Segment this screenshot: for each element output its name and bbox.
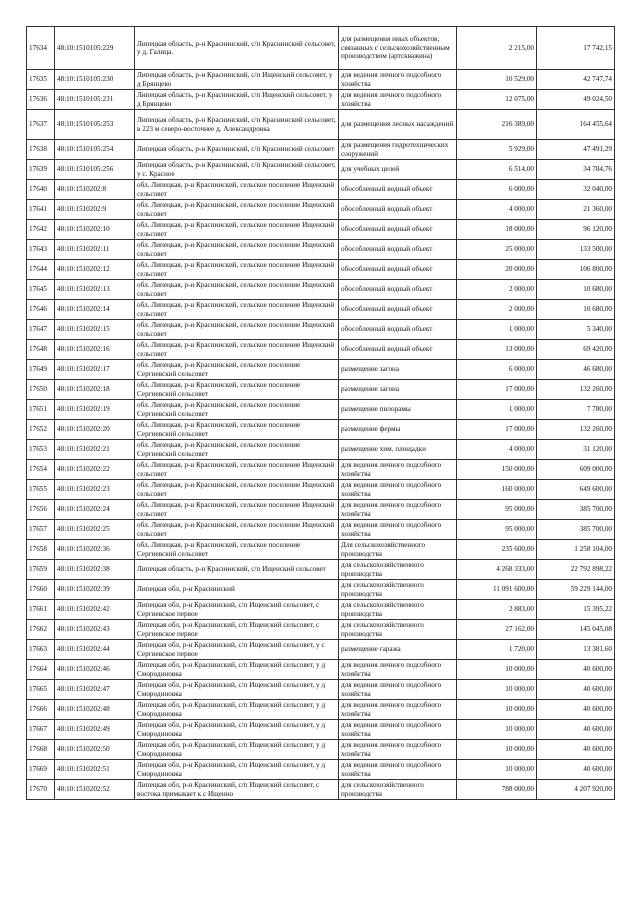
cost-cell: 106 800,00 (537, 260, 615, 280)
cost-cell: 40 600,00 (537, 740, 615, 760)
cadastral-number: 48:10:1510105:256 (55, 160, 135, 180)
row-number: 17647 (27, 320, 55, 340)
table-row (27, 700, 615, 720)
area-cell: 10 000,00 (457, 720, 537, 740)
address-cell: обл. Липецкая, р-н Краснинский, сельское поселение Ищенский сельсовет (135, 260, 339, 280)
land-use-cell: для ведения личного подсобного хозяйства (339, 760, 457, 780)
cadastral-number: 48:10:1510202:24 (55, 500, 135, 520)
land-use-cell: обособленный водный объект (339, 300, 457, 320)
document-page (26, 26, 614, 800)
area-cell: 20 000,00 (457, 260, 537, 280)
table-row (27, 280, 615, 300)
cadastral-number: 48:10:1510202:46 (55, 660, 135, 680)
cost-cell: 31 120,00 (537, 440, 615, 460)
row-number: 17643 (27, 240, 55, 260)
row-number: 17639 (27, 160, 55, 180)
cadastral-number: 48:10:1510202:23 (55, 480, 135, 500)
cadastral-number: 48:10:1510105:229 (55, 27, 135, 70)
area-cell: 10 000,00 (457, 700, 537, 720)
address-cell: Липецкая область, р-н Краснинский, с/п Краснинский сельсовет, у с. Красное (135, 160, 339, 180)
cadastral-number: 48:10:1510202:50 (55, 740, 135, 760)
address-cell: Липецкая область, р-н Краснинский, с/п Краснинский сельсовет, в 223 м северо-восточнее д. Александровка (135, 110, 339, 140)
row-number: 17663 (27, 640, 55, 660)
cost-cell: 22 792 898,22 (537, 560, 615, 580)
address-cell: Липецкая обл, р-н Краснинский, с/п Ищенский сельсовет, с Сергиевское первое (135, 600, 339, 620)
cadastral-number: 48:10:1510202:14 (55, 300, 135, 320)
cost-cell: 42 747,74 (537, 70, 615, 90)
cost-cell: 132 260,00 (537, 380, 615, 400)
cost-cell: 385 700,00 (537, 500, 615, 520)
cadastral-number: 48:10:1510202:9 (55, 200, 135, 220)
cadastral-number: 48:10:1510202:43 (55, 620, 135, 640)
land-use-cell: для ведения личного подсобного хозяйства (339, 480, 457, 500)
area-cell: 4 000,00 (457, 440, 537, 460)
land-use-cell: для размещения иных объектов, связанных с сельскохозяйственным производством (артскважина) (339, 27, 457, 70)
cadastral-number: 48:10:1510202:49 (55, 720, 135, 740)
table-row (27, 720, 615, 740)
cadastral-number: 48:10:1510202:44 (55, 640, 135, 660)
cadastral-number: 48:10:1510202:17 (55, 360, 135, 380)
row-number: 17648 (27, 340, 55, 360)
address-cell: обл. Липецкая, р-н Краснинский, сельское поселение Ищенский сельсовет (135, 300, 339, 320)
address-cell: Липецкая область, р-н Краснинский, с/п Ищенский сельсовет, у д Брянцево (135, 70, 339, 90)
area-cell: 18 000,00 (457, 220, 537, 240)
address-cell: обл. Липецкая, р-н Краснинский, сельское поселение Ищенский сельсовет (135, 500, 339, 520)
land-use-cell: размещение хим. площадки (339, 440, 457, 460)
address-cell: Липецкая обл, р-н Краснинский, с/п Ищенский сельсовет, с Сергиевское первое (135, 620, 339, 640)
table-row (27, 660, 615, 680)
cost-cell: 46 680,00 (537, 360, 615, 380)
land-use-cell: обособленный водный объект (339, 320, 457, 340)
cost-cell: 164 455,64 (537, 110, 615, 140)
row-number: 17659 (27, 560, 55, 580)
table-row (27, 460, 615, 480)
address-cell: обл. Липецкая, р-н Краснинский, сельское поселение Ищенский сельсовет (135, 180, 339, 200)
row-number: 17658 (27, 540, 55, 560)
land-use-cell: обособленный водный объект (339, 180, 457, 200)
area-cell: 788 000,00 (457, 780, 537, 800)
land-use-cell: размещение пилорамы (339, 400, 457, 420)
land-use-cell: для ведения личного подсобного хозяйства (339, 500, 457, 520)
land-use-cell: для сельскохозяйственного производства (339, 560, 457, 580)
table-row (27, 600, 615, 620)
cost-cell: 34 784,76 (537, 160, 615, 180)
cost-cell: 49 024,50 (537, 90, 615, 110)
cadastral-number: 48:10:1510202:18 (55, 380, 135, 400)
cost-cell: 40 600,00 (537, 660, 615, 680)
land-use-cell: для сельскохозяйственного производства (339, 600, 457, 620)
address-cell: Липецкая обл, р-н Краснинский, с/п Ищенский сельсовет, у д Смородиновка (135, 660, 339, 680)
cost-cell: 10 680,00 (537, 280, 615, 300)
table-row (27, 200, 615, 220)
cost-cell: 145 045,08 (537, 620, 615, 640)
area-cell: 5 929,00 (457, 140, 537, 160)
cadastral-number: 48:10:1510202:16 (55, 340, 135, 360)
table-body (27, 27, 615, 800)
row-number: 17670 (27, 780, 55, 800)
address-cell: Липецкая обл, р-н Краснинский (135, 580, 339, 600)
cadastral-number: 48:10:1510105:253 (55, 110, 135, 140)
table-row (27, 740, 615, 760)
cost-cell: 609 000,00 (537, 460, 615, 480)
table-row (27, 500, 615, 520)
row-number: 17638 (27, 140, 55, 160)
row-number: 17665 (27, 680, 55, 700)
row-number: 17644 (27, 260, 55, 280)
area-cell: 10 000,00 (457, 680, 537, 700)
land-use-cell: размещение загона (339, 380, 457, 400)
land-use-cell: размещение гаража (339, 640, 457, 660)
row-number: 17660 (27, 580, 55, 600)
land-use-cell: для ведения личного подсобного хозяйства (339, 740, 457, 760)
area-cell: 10 529,00 (457, 70, 537, 90)
cadastral-number: 48:10:1510202:10 (55, 220, 135, 240)
area-cell: 160 000,00 (457, 480, 537, 500)
row-number: 17649 (27, 360, 55, 380)
cadastral-number: 48:10:1510202:25 (55, 520, 135, 540)
cadastral-number: 48:10:1510105:230 (55, 70, 135, 90)
cost-cell: 13 381,60 (537, 640, 615, 660)
address-cell: обл. Липецкая, р-н Краснинский, сельское поселение Ищенский сельсовет (135, 460, 339, 480)
table-row (27, 110, 615, 140)
cost-cell: 5 340,00 (537, 320, 615, 340)
cost-cell: 133 500,00 (537, 240, 615, 260)
table-row (27, 540, 615, 560)
row-number: 17661 (27, 600, 55, 620)
area-cell: 10 000,00 (457, 740, 537, 760)
row-number: 17651 (27, 400, 55, 420)
address-cell: обл. Липецкая, р-н Краснинский, сельское поселение Ищенский сельсовет (135, 280, 339, 300)
row-number: 17646 (27, 300, 55, 320)
land-use-cell: для ведения личного подсобного хозяйства (339, 520, 457, 540)
land-use-cell: обособленный водный объект (339, 280, 457, 300)
area-cell: 95 000,00 (457, 520, 537, 540)
cadastral-number: 48:10:1510202:52 (55, 780, 135, 800)
table-row (27, 420, 615, 440)
land-register-table (26, 26, 615, 800)
cadastral-number: 48:10:1510202:8 (55, 180, 135, 200)
table-row (27, 620, 615, 640)
land-use-cell: для сельскохозяйственного производства (339, 580, 457, 600)
row-number: 17669 (27, 760, 55, 780)
area-cell: 25 000,00 (457, 240, 537, 260)
cost-cell: 4 207 920,00 (537, 780, 615, 800)
address-cell: обл. Липецкая, р-н Краснинский, сельское поселение Сергиевский сельсовет (135, 360, 339, 380)
cost-cell: 96 120,00 (537, 220, 615, 240)
area-cell: 27 162,00 (457, 620, 537, 640)
address-cell: обл. Липецкая, р-н Краснинский, сельское поселение Ищенский сельсовет (135, 520, 339, 540)
row-number: 17650 (27, 380, 55, 400)
address-cell: Липецкая обл, р-н Краснинский, с/п Ищенский сельсовет, у д Смородиновка (135, 680, 339, 700)
land-use-cell: для ведения личного подсобного хозяйства (339, 720, 457, 740)
cadastral-number: 48:10:1510202:47 (55, 680, 135, 700)
area-cell: 4 268 333,00 (457, 560, 537, 580)
address-cell: обл. Липецкая, р-н Краснинский, сельское поселение Сергиевский сельсовет (135, 420, 339, 440)
cost-cell: 15 395,22 (537, 600, 615, 620)
row-number: 17668 (27, 740, 55, 760)
land-use-cell: обособленный водный объект (339, 200, 457, 220)
row-number: 17664 (27, 660, 55, 680)
area-cell: 1 720,00 (457, 640, 537, 660)
land-use-cell: для размещения гидротехнических сооружений (339, 140, 457, 160)
table-row (27, 680, 615, 700)
area-cell: 6 000,00 (457, 180, 537, 200)
land-use-cell: Для сельскохозяйственного производства (339, 540, 457, 560)
land-use-cell: обособленный водный объект (339, 340, 457, 360)
cadastral-number: 48:10:1510202:20 (55, 420, 135, 440)
cost-cell: 385 700,00 (537, 520, 615, 540)
address-cell: обл. Липецкая, р-н Краснинский, сельское поселение Ищенский сельсовет (135, 200, 339, 220)
land-use-cell: для сельскохозяйственного производства (339, 620, 457, 640)
cadastral-number: 48:10:1510202:12 (55, 260, 135, 280)
row-number: 17667 (27, 720, 55, 740)
address-cell: Липецкая область, р-н Краснинский, с/п Краснинский сельсовет, у д. Галица. (135, 27, 339, 70)
table-row (27, 640, 615, 660)
land-use-cell: для ведения личного подсобного хозяйства (339, 70, 457, 90)
address-cell: Липецкая область, р-н Краснинский, с/п Ищенский сельсовет (135, 560, 339, 580)
area-cell: 2 883,00 (457, 600, 537, 620)
cadastral-number: 48:10:1510202:15 (55, 320, 135, 340)
cadastral-number: 48:10:1510202:36 (55, 540, 135, 560)
row-number: 17666 (27, 700, 55, 720)
cadastral-number: 48:10:1510202:19 (55, 400, 135, 420)
land-use-cell: для ведения личного подсобного хозяйства (339, 680, 457, 700)
address-cell: обл. Липецкая, р-н Краснинский, сельское поселение Сергиевский сельсовет (135, 440, 339, 460)
area-cell: 10 000,00 (457, 660, 537, 680)
address-cell: обл. Липецкая, р-н Краснинский, сельское поселение Ищенский сельсовет (135, 480, 339, 500)
land-use-cell: для ведения личного подсобного хозяйства (339, 460, 457, 480)
cadastral-number: 48:10:1510202:39 (55, 580, 135, 600)
address-cell: Липецкая обл, р-н Краснинский, с/п Ищенский сельсовет, у д Смородиновка (135, 760, 339, 780)
cost-cell: 10 680,00 (537, 300, 615, 320)
row-number: 17662 (27, 620, 55, 640)
table-row (27, 380, 615, 400)
land-use-cell: для учебных целей (339, 160, 457, 180)
area-cell: 17 000,00 (457, 380, 537, 400)
cadastral-number: 48:10:1510202:51 (55, 760, 135, 780)
area-cell: 2 000,00 (457, 280, 537, 300)
cadastral-number: 48:10:1510202:42 (55, 600, 135, 620)
address-cell: обл. Липецкая, р-н Краснинский, сельское поселение Ищенский сельсовет (135, 240, 339, 260)
table-row (27, 220, 615, 240)
area-cell: 6 000,00 (457, 360, 537, 380)
cost-cell: 32 040,00 (537, 180, 615, 200)
cadastral-number: 48:10:1510202:13 (55, 280, 135, 300)
land-use-cell: для ведения личного подсобного хозяйства (339, 90, 457, 110)
cadastral-number: 48:10:1510202:48 (55, 700, 135, 720)
address-cell: Липецкая обл, р-н Краснинский, с/п Ищенский сельсовет, у д Смородиновка (135, 700, 339, 720)
table-row (27, 340, 615, 360)
area-cell: 1 000,00 (457, 320, 537, 340)
cadastral-number: 48:10:1510202:11 (55, 240, 135, 260)
table-row (27, 760, 615, 780)
cost-cell: 40 600,00 (537, 760, 615, 780)
cost-cell: 40 600,00 (537, 720, 615, 740)
cadastral-number: 48:10:1510202:22 (55, 460, 135, 480)
row-number: 17636 (27, 90, 55, 110)
area-cell: 2 215,00 (457, 27, 537, 70)
cost-cell: 17 742,15 (537, 27, 615, 70)
table-row (27, 780, 615, 800)
area-cell: 150 000,00 (457, 460, 537, 480)
cost-cell: 132 260,00 (537, 420, 615, 440)
address-cell: обл. Липецкая, р-н Краснинский, сельское поселение Сергиевский сельсовет (135, 400, 339, 420)
table-row (27, 300, 615, 320)
row-number: 17654 (27, 460, 55, 480)
table-row (27, 360, 615, 380)
address-cell: обл. Липецкая, р-н Краснинский, сельское поселение Сергиевский сельсовет (135, 540, 339, 560)
area-cell: 95 000,00 (457, 500, 537, 520)
table-row (27, 140, 615, 160)
row-number: 17640 (27, 180, 55, 200)
row-number: 17637 (27, 110, 55, 140)
area-cell: 6 514,00 (457, 160, 537, 180)
table-row (27, 240, 615, 260)
row-number: 17652 (27, 420, 55, 440)
area-cell: 1 000,00 (457, 400, 537, 420)
row-number: 17653 (27, 440, 55, 460)
address-cell: обл. Липецкая, р-н Краснинский, сельское поселение Ищенский сельсовет (135, 220, 339, 240)
land-use-cell: обособленный водный объект (339, 240, 457, 260)
row-number: 17656 (27, 500, 55, 520)
cost-cell: 21 360,00 (537, 200, 615, 220)
cost-cell: 69 420,00 (537, 340, 615, 360)
land-use-cell: обособленный водный объект (339, 260, 457, 280)
table-row (27, 27, 615, 70)
area-cell: 2 000,00 (457, 300, 537, 320)
cadastral-number: 48:10:1510105:231 (55, 90, 135, 110)
table-row (27, 440, 615, 460)
cost-cell: 40 600,00 (537, 700, 615, 720)
cadastral-number: 48:10:1510202:38 (55, 560, 135, 580)
row-number: 17634 (27, 27, 55, 70)
row-number: 17655 (27, 480, 55, 500)
land-use-cell: для сельскохозяйственного производства (339, 780, 457, 800)
table-row (27, 560, 615, 580)
cost-cell: 59 229 144,00 (537, 580, 615, 600)
address-cell: Липецкая область, р-н Краснинский, с/п Краснинский сельсовет (135, 140, 339, 160)
land-use-cell: размещение загона (339, 360, 457, 380)
cost-cell: 40 600,00 (537, 680, 615, 700)
land-use-cell: для размещения лесных насаждений (339, 110, 457, 140)
table-row (27, 90, 615, 110)
table-row (27, 400, 615, 420)
address-cell: обл. Липецкая, р-н Краснинский, сельское поселение Ищенский сельсовет (135, 340, 339, 360)
address-cell: Липецкая обл, р-н Краснинский, с/п Ищенский сельсовет, у д Смородиновка (135, 720, 339, 740)
address-cell: Липецкая обл, р-н Краснинский, с/п Ищенский сельсовет, с востока примыкает к с Ищенно (135, 780, 339, 800)
address-cell: Липецкая обл, р-н Краснинский, с/п Ищенский сельсовет, у д Смородиновка (135, 740, 339, 760)
cadastral-number: 48:10:1510202:21 (55, 440, 135, 460)
table-row (27, 520, 615, 540)
table-row (27, 480, 615, 500)
table-row (27, 160, 615, 180)
row-number: 17657 (27, 520, 55, 540)
table-row (27, 260, 615, 280)
land-use-cell: для ведения личного подсобного хозяйства (339, 660, 457, 680)
area-cell: 17 000,00 (457, 420, 537, 440)
area-cell: 216 389,00 (457, 110, 537, 140)
land-use-cell: для ведения личного подсобного хозяйства (339, 700, 457, 720)
table-row (27, 180, 615, 200)
cadastral-number: 48:10:1510105:254 (55, 140, 135, 160)
address-cell: обл. Липецкая, р-н Краснинский, сельское поселение Ищенский сельсовет (135, 320, 339, 340)
area-cell: 235 600,00 (457, 540, 537, 560)
land-use-cell: размещение фермы (339, 420, 457, 440)
table-row (27, 320, 615, 340)
area-cell: 13 000,00 (457, 340, 537, 360)
area-cell: 12 075,00 (457, 90, 537, 110)
row-number: 17635 (27, 70, 55, 90)
row-number: 17641 (27, 200, 55, 220)
cost-cell: 7 780,00 (537, 400, 615, 420)
area-cell: 11 091 600,00 (457, 580, 537, 600)
address-cell: Липецкая обл, р-н Краснинский, с/п Ищенский сельсовет, у с Сергиевское первое (135, 640, 339, 660)
address-cell: обл. Липецкая, р-н Краснинский, сельское поселение Сергиевский сельсовет (135, 380, 339, 400)
cost-cell: 47 491,29 (537, 140, 615, 160)
cost-cell: 1 258 104,00 (537, 540, 615, 560)
area-cell: 10 000,00 (457, 760, 537, 780)
land-use-cell: обособленный водный объект (339, 220, 457, 240)
row-number: 17642 (27, 220, 55, 240)
table-row (27, 70, 615, 90)
table-row (27, 580, 615, 600)
area-cell: 4 000,00 (457, 200, 537, 220)
address-cell: Липецкая область, р-н Краснинский, с/п Ищенский сельсовет, у д Брянцево (135, 90, 339, 110)
cost-cell: 649 600,00 (537, 480, 615, 500)
row-number: 17645 (27, 280, 55, 300)
